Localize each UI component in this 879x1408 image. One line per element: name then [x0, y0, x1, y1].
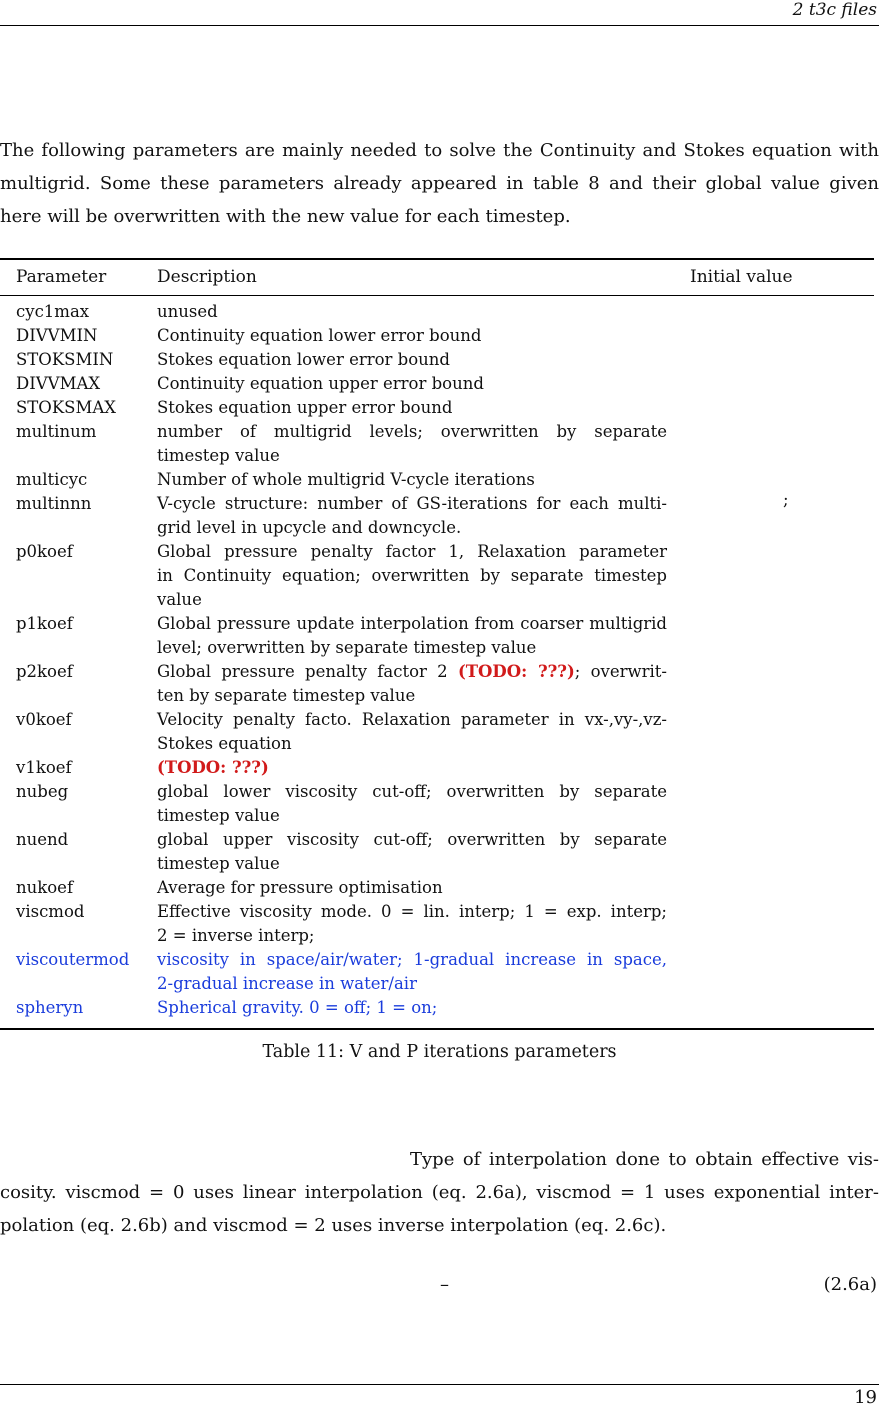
param-name: multicyc [16, 470, 88, 489]
page-number: 19 [854, 1387, 877, 1408]
param-description [157, 948, 667, 996]
param-description [157, 420, 667, 468]
equation-number: (2.6a) [823, 1274, 877, 1295]
running-header: 2 t3c files [792, 0, 877, 20]
description-line [157, 636, 667, 660]
description-text: Effective viscosity mode. 0 = lin. interp; 1 = exp. interp; [157, 902, 667, 921]
table-row [0, 828, 874, 876]
table-row [0, 612, 874, 660]
param-name: multinnn [16, 494, 92, 513]
description-line [157, 852, 667, 876]
param-description [157, 780, 667, 828]
description-line [157, 732, 667, 756]
table-row [0, 540, 874, 612]
viscmod-line: Type of interpolation done to obtain effective vis- [410, 1149, 879, 1170]
description-text: Stokes equation lower error bound [157, 350, 450, 369]
param-name: viscmod [16, 902, 85, 921]
description-text: in Continuity equation; overwritten by separate timestep [157, 566, 667, 585]
param-name: p1koef [16, 614, 73, 633]
description-text: Continuity equation upper error bound [157, 374, 484, 393]
description-text: global lower viscosity cut-off; overwritten by separate [157, 782, 667, 801]
description-line [157, 540, 667, 564]
intro-line: The following parameters are mainly needed to solve the Continuity and Stokes equation with [0, 140, 879, 161]
footer-rule [0, 1384, 879, 1385]
intro-line: here will be overwritten with the new value for each timestep. [0, 206, 571, 227]
table-row [0, 492, 874, 540]
viscmod-paragraph [0, 1143, 879, 1242]
table-row [0, 324, 874, 348]
description-text: unused [157, 302, 218, 321]
param-description [157, 540, 667, 612]
description-text: ; overwrit- [574, 662, 667, 681]
todo-note: (TODO: ???) [457, 662, 575, 681]
description-line [157, 804, 667, 828]
description-line [157, 780, 667, 804]
table-body [0, 296, 874, 1028]
description-line [157, 300, 667, 324]
description-line [157, 708, 667, 732]
intro-line: multigrid. Some these parameters already appeared in table 8 and their global value given [0, 173, 879, 194]
param-description [157, 300, 667, 324]
description-line [157, 564, 667, 588]
param-name: nubeg [16, 782, 69, 801]
description-line [157, 660, 667, 684]
header-initial-value: Initial value [690, 267, 793, 287]
description-text: level; overwritten by separate timestep value [157, 638, 537, 657]
table-row [0, 300, 874, 324]
param-name: DIVVMAX [16, 374, 101, 393]
param-name: v0koef [16, 710, 72, 729]
description-text: timestep value [157, 446, 280, 465]
initial-value-mark: ; [783, 490, 789, 509]
description-line [157, 948, 667, 972]
param-name: p0koef [16, 542, 73, 561]
description-text: Global pressure penalty factor 2 [157, 662, 458, 681]
description-line [157, 444, 667, 468]
intro-paragraph [0, 134, 879, 233]
param-description [157, 996, 667, 1020]
equation-symbol: – [440, 1274, 449, 1295]
param-name: cyc1max [16, 302, 90, 321]
table-row [0, 948, 874, 996]
description-text: Global pressure penalty factor 1, Relaxation parameter [157, 542, 667, 561]
header-description: Description [157, 267, 257, 287]
description-line [157, 468, 667, 492]
table-row [0, 468, 874, 492]
description-text: timestep value [157, 854, 280, 873]
table-row [0, 420, 874, 468]
description-line [157, 588, 667, 612]
description-line [157, 876, 667, 900]
description-text: value [157, 590, 202, 609]
description-text: Spherical gravity. 0 = off; 1 = on; [157, 998, 438, 1017]
description-line [157, 348, 667, 372]
param-name: v1koef [16, 758, 72, 777]
param-name: viscoutermod [16, 950, 130, 969]
param-description [157, 708, 667, 756]
description-line [157, 924, 667, 948]
table-bottom-rule [0, 1028, 874, 1030]
description-line [157, 996, 667, 1020]
param-description [157, 876, 667, 900]
description-text: ten by separate timestep value [157, 686, 416, 705]
description-text: Stokes equation upper error bound [157, 398, 453, 417]
table-caption: Table 11: V and P iterations parameters [262, 1042, 617, 1062]
description-line [157, 420, 667, 444]
description-text: Continuity equation lower error bound [157, 326, 482, 345]
description-line [157, 900, 667, 924]
header-parameter: Parameter [16, 267, 107, 287]
param-description [157, 468, 667, 492]
description-text: timestep value [157, 806, 280, 825]
param-name: STOKSMAX [16, 398, 117, 417]
param-description [157, 324, 667, 348]
description-line [157, 372, 667, 396]
description-text: 2-gradual increase in water/air [157, 974, 417, 993]
description-text: Global pressure update interpolation from coarser multigrid [157, 614, 667, 633]
table-row [0, 900, 874, 948]
table-row [0, 756, 874, 780]
table-row [0, 372, 874, 396]
description-text: number of multigrid levels; overwritten by separate [157, 422, 667, 441]
todo-note: (TODO: ???) [157, 758, 269, 777]
param-name: DIVVMIN [16, 326, 98, 345]
table-row [0, 660, 874, 708]
header-rule [0, 25, 879, 26]
description-text: 2 = inverse interp; [157, 926, 315, 945]
param-name: nuend [16, 830, 69, 849]
description-line [157, 684, 667, 708]
description-text: Velocity penalty facto. Relaxation parameter in vx-,vy-,vz- [157, 710, 667, 729]
param-description [157, 612, 667, 660]
description-line [157, 828, 667, 852]
description-text: global upper viscosity cut-off; overwritten by separate [157, 830, 667, 849]
param-description [157, 828, 667, 876]
description-line [157, 516, 667, 540]
table-header-row [0, 260, 874, 295]
parameters-table [0, 258, 874, 1030]
table-row [0, 396, 874, 420]
table-row [0, 876, 874, 900]
description-line [157, 324, 667, 348]
param-name: nukoef [16, 878, 74, 897]
param-description [157, 660, 667, 708]
description-text: V-cycle structure: number of GS-iterations for each multi- [157, 494, 667, 513]
table-row [0, 348, 874, 372]
description-text: viscosity in space/air/water; 1-gradual increase in space, [157, 950, 667, 969]
description-line [157, 972, 667, 996]
description-text: Stokes equation [157, 734, 292, 753]
table-row [0, 708, 874, 756]
param-name: multinum [16, 422, 97, 441]
param-name: spheryn [16, 998, 84, 1017]
description-line [157, 492, 667, 516]
viscmod-line: cosity. viscmod = 0 uses linear interpolation (eq. 2.6a), viscmod = 1 uses exponential inter- [0, 1182, 879, 1203]
description-text: Number of whole multigrid V-cycle iterations [157, 470, 535, 489]
param-name: STOKSMIN [16, 350, 114, 369]
table-row [0, 996, 874, 1020]
param-description [157, 396, 667, 420]
param-description [157, 372, 667, 396]
param-description [157, 348, 667, 372]
description-text: Average for pressure optimisation [157, 878, 443, 897]
param-description [157, 492, 667, 540]
table-row [0, 780, 874, 828]
description-line [157, 396, 667, 420]
viscmod-line: polation (eq. 2.6b) and viscmod = 2 uses inverse interpolation (eq. 2.6c). [0, 1215, 667, 1236]
param-name: p2koef [16, 662, 73, 681]
description-text: grid level in upcycle and downcycle. [157, 518, 462, 537]
description-line [157, 612, 667, 636]
param-description [157, 756, 667, 780]
param-description [157, 900, 667, 948]
